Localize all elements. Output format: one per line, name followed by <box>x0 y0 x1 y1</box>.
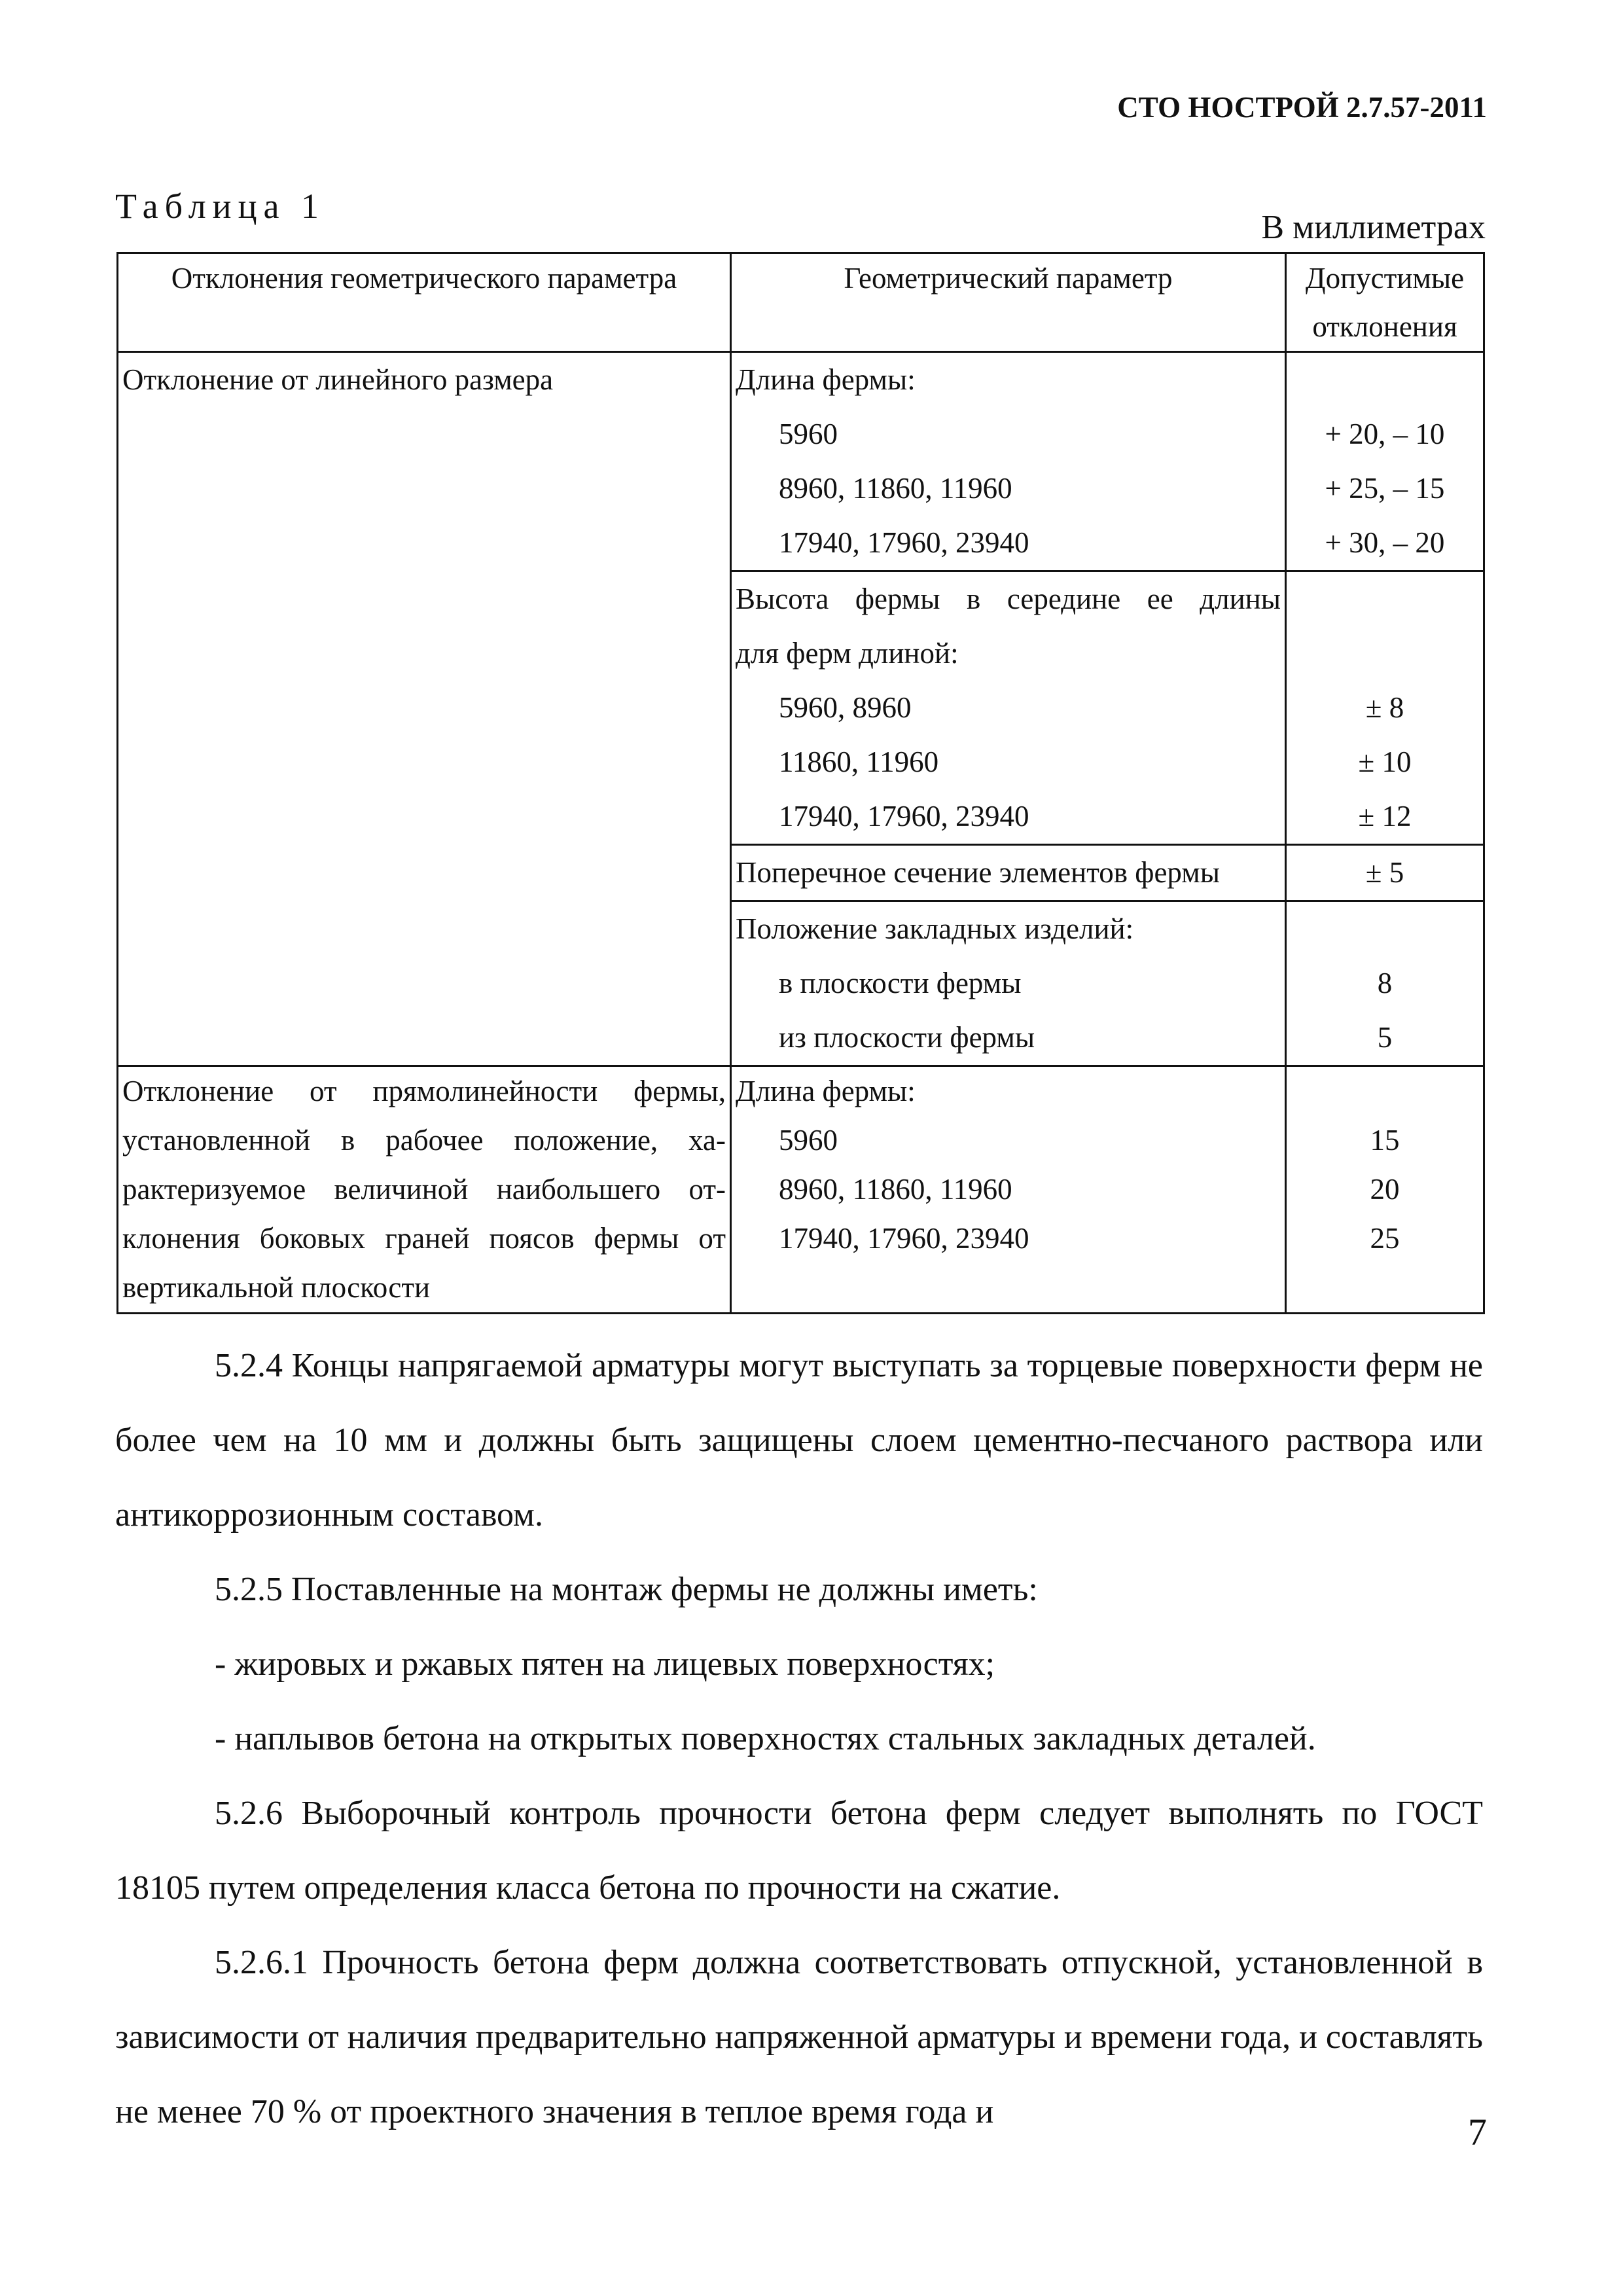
param-section <box>731 845 1286 901</box>
tol-length-block <box>1286 352 1484 571</box>
param-value: 5960, 8960 <box>779 691 912 724</box>
param-embed-block <box>731 901 1286 1066</box>
tolerance-value: ± 8 <box>1365 691 1404 724</box>
tolerance-value: + 20, – 10 <box>1325 418 1445 450</box>
tol-section <box>1286 845 1484 901</box>
tolerance-value: + 25, – 15 <box>1325 472 1445 505</box>
tol-straightness-block <box>1286 1066 1484 1314</box>
header-tolerance <box>1286 253 1484 352</box>
param-title: Положение закладных изделий: <box>736 912 1134 945</box>
param-value: 5960 <box>779 418 838 450</box>
param-title: Длина фермы: <box>736 1075 916 1107</box>
param-title: Высота фермы в середине ее длины <box>736 583 1281 615</box>
param-value: 17940, 17960, 23940 <box>779 526 1029 559</box>
deviation-line: вертикальной плоскости <box>122 1271 431 1304</box>
body-text <box>115 1329 1483 2149</box>
deviation-line: рактеризуемое величиной наибольшего от- <box>122 1173 726 1206</box>
param-value: 11860, 11960 <box>779 745 939 778</box>
tolerance-value: 20 <box>1370 1173 1400 1206</box>
tolerance-value: 8 <box>1377 967 1393 999</box>
tolerance-value: ± 5 <box>1365 856 1404 889</box>
param-value: 17940, 17960, 23940 <box>779 1222 1029 1255</box>
paragraph-5-2-4: 5.2.4 Концы напрягаемой арматуры могут выступать за торцевые поверхности ферм не более чем на 10 мм и должны быть защищены слоем цементно-песчаного раствора или антикоррозионным составом. <box>115 1347 1483 1534</box>
deviation-straightness <box>118 1066 731 1314</box>
param-value: 8960, 11860, 11960 <box>779 472 1012 505</box>
tolerance-table <box>116 252 1485 1314</box>
header-parameter: Геометрический параметр <box>731 253 1286 352</box>
param-length-block <box>731 352 1286 571</box>
tolerance-value: ± 10 <box>1358 745 1412 778</box>
tolerance-value: 5 <box>1377 1021 1393 1054</box>
param-title: Поперечное сечение элементов фермы <box>736 856 1220 889</box>
deviation-linear <box>118 352 731 1066</box>
deviation-line: Отклонение от прямолинейности фермы, <box>122 1075 726 1107</box>
list-item: - наплывов бетона на открытых поверхностях стальных закладных деталей. <box>215 1720 1316 1757</box>
tolerance-value: + 30, – 20 <box>1325 526 1445 559</box>
table-caption: Таблица 1 <box>115 187 325 226</box>
deviation-linear-text: Отклонение от линейного размера <box>122 363 554 396</box>
paragraph-5-2-6: 5.2.6 Выборочный контроль прочности бетона ферм следует выполнять по ГОСТ 18105 путем определения класса бетона по прочности на сжатие. <box>115 1795 1483 1907</box>
table-units: В миллиметрах <box>1261 209 1486 246</box>
param-value: в плоскости фермы <box>779 967 1022 999</box>
document-code: СТО НОСТРОЙ 2.7.57-2011 <box>1117 91 1487 124</box>
deviation-line: установленной в рабочее положение, ха- <box>122 1124 726 1157</box>
paragraph-5-2-6-1: 5.2.6.1 Прочность бетона ферм должна соответствовать отпускной, установленной в зависимости от наличия предварительно напряженной арматуры и времени года, и составлять не менее 70 % от проектного значения в теплое время года и <box>115 1944 1483 2130</box>
list-item: - жировых и ржавых пятен на лицевых поверхностях; <box>215 1645 995 1683</box>
param-value: из плоскости фермы <box>779 1021 1035 1054</box>
param-height-block <box>731 571 1286 845</box>
param-value: 17940, 17960, 23940 <box>779 800 1029 833</box>
param-straightness-block <box>731 1066 1286 1314</box>
deviation-line: клонения боковых граней поясов фермы от <box>122 1222 726 1255</box>
tolerance-value: 25 <box>1370 1222 1400 1255</box>
page-number: 7 <box>1468 2111 1487 2153</box>
header-tolerance-line1: Допустимые <box>1305 262 1465 295</box>
header-tolerance-line2: отклонения <box>1312 310 1457 343</box>
paragraph-5-2-5: 5.2.5 Поставленные на монтаж фермы не должны иметь: <box>215 1571 1038 1608</box>
table-row <box>118 352 1484 571</box>
tol-height-block <box>1286 571 1484 845</box>
param-title: Длина фермы: <box>736 363 916 396</box>
param-value: 5960 <box>779 1124 838 1157</box>
header-deviation: Отклонения геометрического параметра <box>118 253 731 352</box>
table-header-row <box>118 253 1484 352</box>
tolerance-value: 15 <box>1370 1124 1400 1157</box>
param-value: 8960, 11860, 11960 <box>779 1173 1012 1206</box>
tolerance-value: ± 12 <box>1358 800 1412 833</box>
param-title-cont: для ферм длиной: <box>736 637 959 670</box>
tol-embed-block <box>1286 901 1484 1066</box>
table-row <box>118 1066 1484 1314</box>
